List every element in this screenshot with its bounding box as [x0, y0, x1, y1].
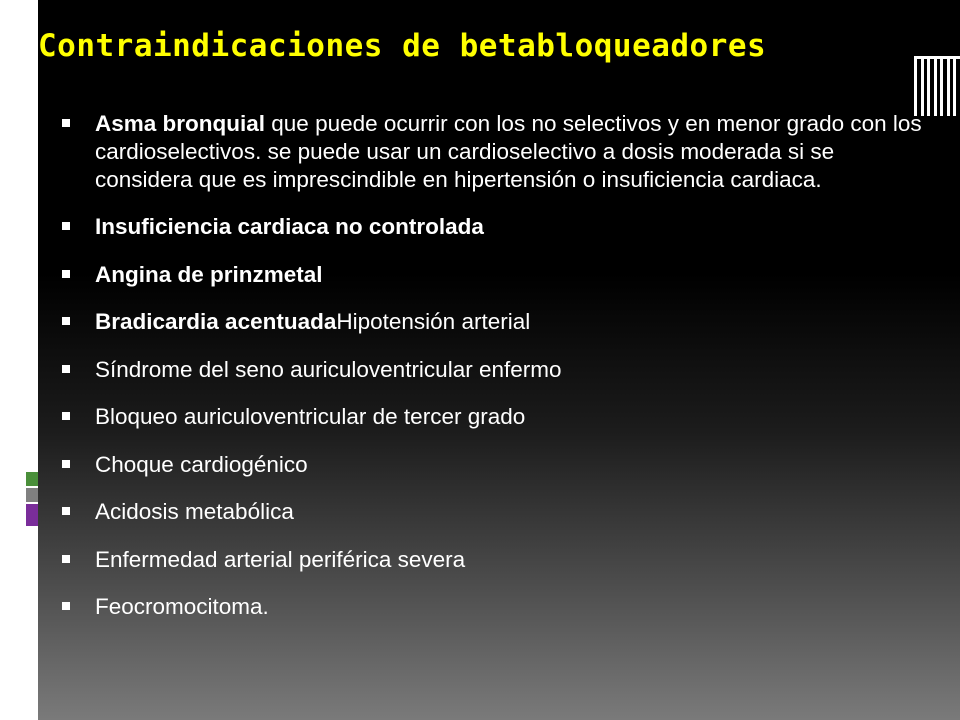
bullet-text: Acidosis metabólica	[95, 499, 294, 524]
bullet-marker-icon	[62, 270, 70, 278]
decorative-square-purple	[26, 504, 38, 526]
bullet-bold-text: Angina de prinzmetal	[95, 261, 323, 287]
decorative-bar	[940, 56, 943, 116]
decorative-bars-top-right	[914, 56, 960, 116]
bullet-item	[62, 213, 922, 241]
decorative-square-green	[26, 472, 38, 486]
bullet-marker-icon	[62, 412, 70, 420]
decorative-bar	[934, 56, 937, 116]
bullet-item	[62, 546, 922, 574]
bullet-marker-icon	[62, 602, 70, 610]
bullet-marker-icon	[62, 507, 70, 515]
bullet-text: Hipotensión arterial	[336, 309, 531, 334]
bullet-text: Síndrome del seno auriculoventricular enfermo	[95, 356, 562, 382]
bullet-bold-text: Insuficiencia cardiaca no controlada	[95, 214, 484, 239]
bullet-marker-icon	[62, 460, 70, 468]
bullet-list	[62, 110, 922, 641]
bullet-marker-icon	[62, 222, 70, 230]
slide-title: Contraindicaciones de betabloqueadores	[38, 28, 767, 64]
decorative-bar	[953, 56, 956, 116]
decorative-square-gray	[26, 488, 38, 502]
left-white-strip	[0, 0, 38, 720]
decorative-bar	[927, 56, 930, 116]
bullet-marker-icon	[62, 119, 70, 127]
bullet-marker-icon	[62, 555, 70, 563]
bullet-text: Feocromocitoma.	[95, 594, 269, 619]
bullet-item	[62, 308, 922, 336]
bullet-text: Enfermedad arterial periférica severa	[95, 546, 466, 572]
bullet-item	[62, 498, 922, 526]
bullet-text: que puede ocurrir con los no selectivos y en menor grado con los cardioselectivos. se puede usar un cardioselectivo a dosis moderada si se considera que es imprescindible en hipertensión o insuficiencia cardiaca.	[95, 111, 922, 192]
bullet-item	[62, 451, 922, 479]
bullet-text: Bloqueo auriculoventricular de tercer grado	[95, 404, 526, 429]
bullet-bold-text: Asma bronquial	[95, 111, 266, 136]
decorative-squares-left	[26, 472, 38, 528]
bullet-item	[62, 110, 922, 194]
bullet-item	[62, 593, 922, 621]
bullet-marker-icon	[62, 365, 70, 373]
bullet-marker-icon	[62, 317, 70, 325]
bullet-item	[62, 356, 922, 384]
bullet-bold-text: Bradicardia acentuada	[95, 309, 337, 334]
bullet-item	[62, 261, 922, 289]
decorative-bar	[914, 56, 917, 116]
decorative-bar	[947, 56, 950, 116]
decorative-bar	[921, 56, 924, 116]
bullet-text: Choque cardiogénico	[95, 451, 308, 477]
bullet-item	[62, 403, 922, 431]
